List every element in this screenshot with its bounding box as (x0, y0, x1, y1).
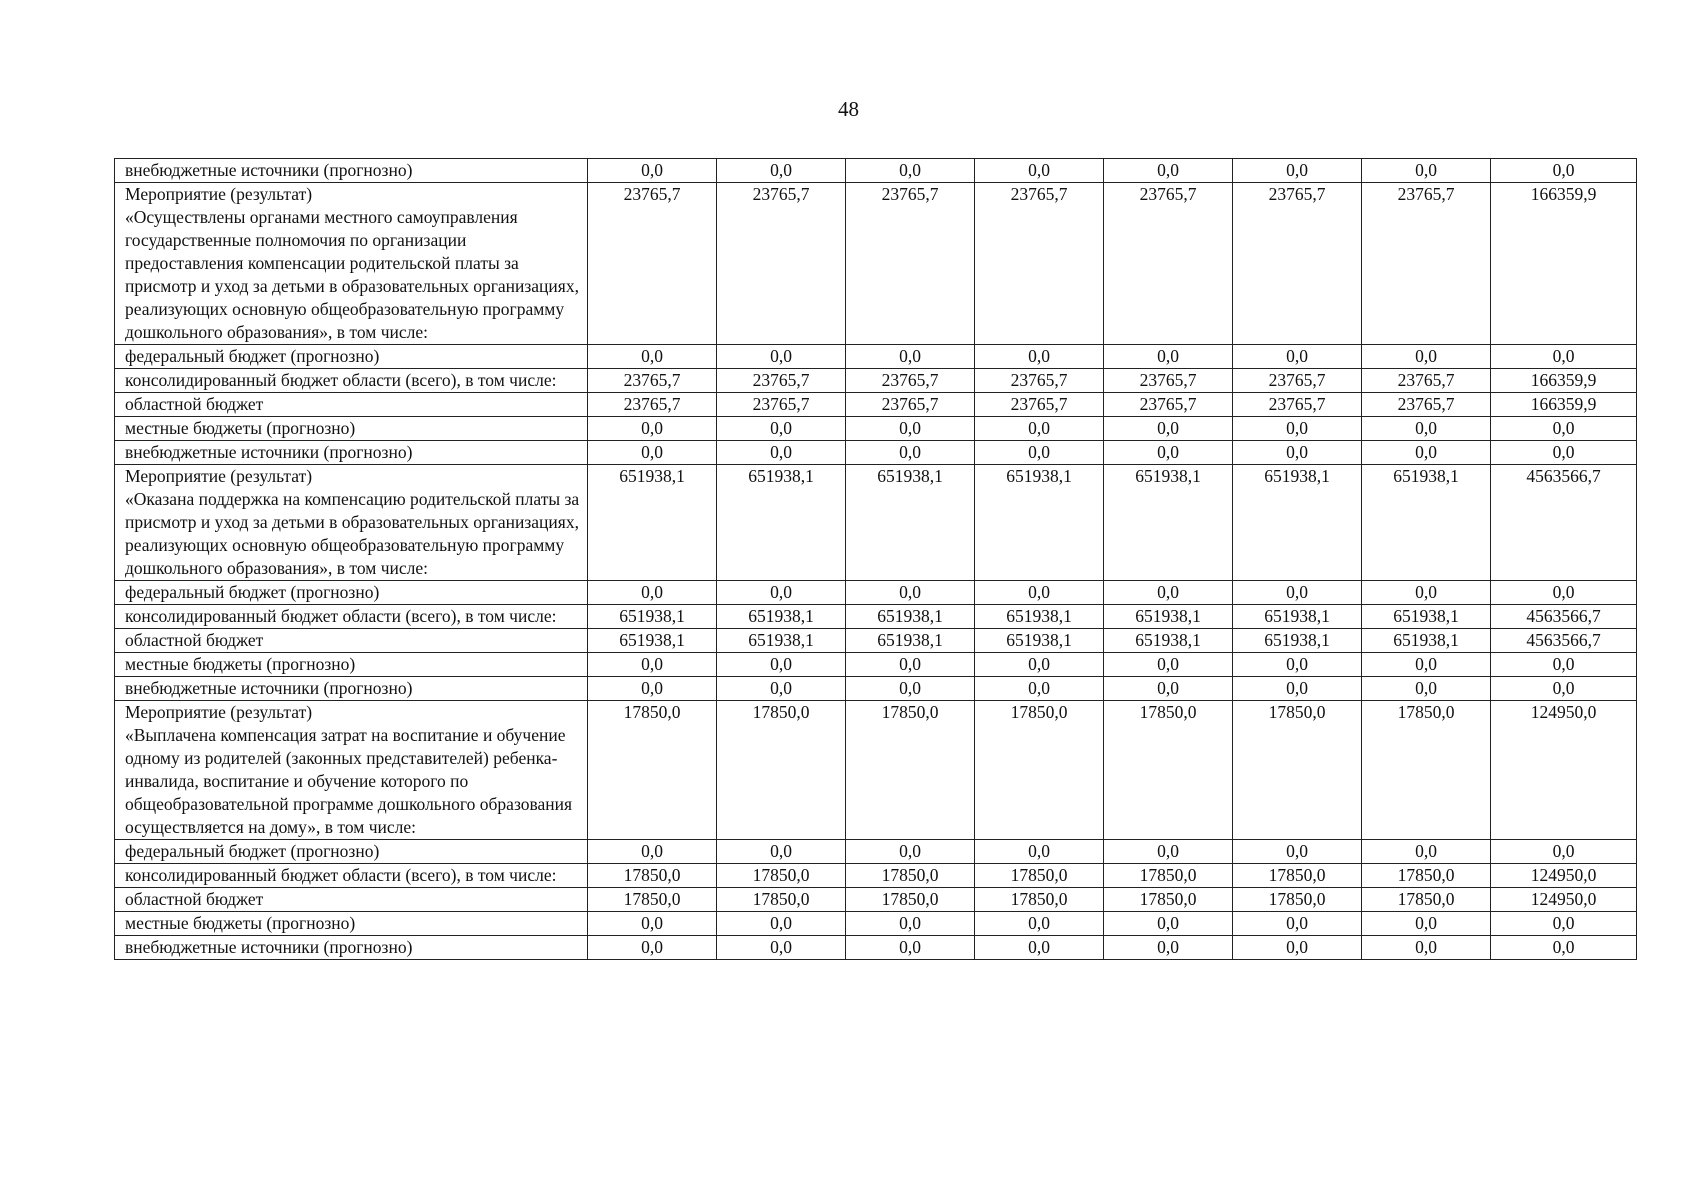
table-row (115, 701, 1637, 840)
value-cell: 0,0 (1362, 441, 1491, 465)
value-cell: 0,0 (1104, 417, 1233, 441)
value-cell: 17850,0 (846, 888, 975, 912)
value-cell: 23765,7 (717, 393, 846, 417)
value-cell: 0,0 (1104, 441, 1233, 465)
value-cell: 0,0 (1233, 417, 1362, 441)
value-cell: 0,0 (846, 653, 975, 677)
row-label: федеральный бюджет (прогнозно) (115, 345, 588, 369)
value-cell: 0,0 (846, 677, 975, 701)
value-cell: 651938,1 (588, 465, 717, 581)
value-cell-total: 0,0 (1491, 653, 1637, 677)
value-cell: 17850,0 (846, 864, 975, 888)
value-cell-total: 0,0 (1491, 581, 1637, 605)
value-cell: 0,0 (1104, 936, 1233, 960)
table-row (115, 936, 1637, 960)
value-cell: 23765,7 (1104, 369, 1233, 393)
value-cell: 0,0 (1104, 581, 1233, 605)
value-cell: 23765,7 (1362, 369, 1491, 393)
value-cell: 17850,0 (1233, 864, 1362, 888)
row-label: внебюджетные источники (прогнозно) (115, 159, 588, 183)
row-label: федеральный бюджет (прогнозно) (115, 581, 588, 605)
value-cell: 651938,1 (1362, 605, 1491, 629)
value-cell: 23765,7 (975, 183, 1104, 345)
value-cell: 23765,7 (846, 369, 975, 393)
row-label: внебюджетные источники (прогнозно) (115, 441, 588, 465)
value-cell-total: 0,0 (1491, 936, 1637, 960)
row-label: местные бюджеты (прогнозно) (115, 653, 588, 677)
value-cell: 17850,0 (1362, 864, 1491, 888)
value-cell-total: 124950,0 (1491, 888, 1637, 912)
value-cell: 23765,7 (1233, 393, 1362, 417)
value-cell: 0,0 (717, 441, 846, 465)
value-cell: 17850,0 (717, 888, 846, 912)
value-cell: 0,0 (717, 653, 846, 677)
value-cell: 17850,0 (588, 701, 717, 840)
value-cell-total: 0,0 (1491, 840, 1637, 864)
table-row (115, 653, 1637, 677)
value-cell: 0,0 (975, 912, 1104, 936)
value-cell: 0,0 (975, 159, 1104, 183)
value-cell: 0,0 (1233, 677, 1362, 701)
value-cell: 0,0 (717, 159, 846, 183)
page-number: 48 (838, 97, 859, 121)
value-cell: 23765,7 (717, 369, 846, 393)
value-cell-total: 124950,0 (1491, 864, 1637, 888)
value-cell: 0,0 (975, 581, 1104, 605)
value-cell-total: 0,0 (1491, 417, 1637, 441)
table-row (115, 465, 1637, 581)
value-cell: 651938,1 (1362, 629, 1491, 653)
value-cell: 0,0 (975, 345, 1104, 369)
value-cell: 651938,1 (1104, 629, 1233, 653)
value-cell: 17850,0 (1104, 864, 1233, 888)
value-cell: 17850,0 (1104, 701, 1233, 840)
value-cell: 651938,1 (975, 629, 1104, 653)
value-cell: 0,0 (1362, 936, 1491, 960)
row-label: Мероприятие (результат) «Оказана поддержка на компенсацию родительской платы за присмотр и уход за детьми в образовательных организациях, реализующих основную общеобразовательную программу дошкольного образования», в том числе: (115, 465, 588, 581)
value-cell: 0,0 (846, 936, 975, 960)
value-cell: 651938,1 (846, 605, 975, 629)
value-cell: 23765,7 (588, 183, 717, 345)
value-cell: 17850,0 (1362, 701, 1491, 840)
value-cell: 651938,1 (1233, 605, 1362, 629)
value-cell: 0,0 (588, 581, 717, 605)
row-label: Мероприятие (результат) «Осуществлены органами местного самоуправления государственные полномочия по организации предоставления компенсации родительской платы за присмотр и уход за детьми в образовательных организациях, реализующих основную общеобразовательную программу дошкольного образования», в том числе: (115, 183, 588, 345)
table-row (115, 677, 1637, 701)
value-cell: 0,0 (1362, 912, 1491, 936)
table-row (115, 864, 1637, 888)
value-cell: 0,0 (1233, 345, 1362, 369)
value-cell: 0,0 (975, 936, 1104, 960)
value-cell: 0,0 (1233, 159, 1362, 183)
value-cell: 0,0 (1362, 653, 1491, 677)
value-cell: 651938,1 (1104, 465, 1233, 581)
value-cell: 0,0 (1233, 581, 1362, 605)
value-cell: 0,0 (1233, 441, 1362, 465)
value-cell: 0,0 (975, 441, 1104, 465)
value-cell-total: 0,0 (1491, 912, 1637, 936)
value-cell: 0,0 (588, 936, 717, 960)
value-cell: 0,0 (846, 159, 975, 183)
value-cell-total: 4563566,7 (1491, 605, 1637, 629)
value-cell: 0,0 (717, 912, 846, 936)
value-cell: 0,0 (1362, 345, 1491, 369)
value-cell: 0,0 (1362, 159, 1491, 183)
value-cell-total: 0,0 (1491, 159, 1637, 183)
value-cell: 0,0 (717, 417, 846, 441)
value-cell-total: 4563566,7 (1491, 629, 1637, 653)
row-label: консолидированный бюджет области (всего), в том числе: (115, 605, 588, 629)
value-cell: 0,0 (588, 417, 717, 441)
value-cell: 0,0 (975, 417, 1104, 441)
row-label: Мероприятие (результат) «Выплачена компенсация затрат на воспитание и обучение одному из родителей (законных представителей) ребенка-инвалида, воспитание и обучение которого по общеобразовательной программе дошкольного образования осуществляется на дому», в том числе: (115, 701, 588, 840)
value-cell: 23765,7 (1362, 183, 1491, 345)
table-row (115, 605, 1637, 629)
value-cell: 0,0 (717, 677, 846, 701)
row-label: областной бюджет (115, 629, 588, 653)
value-cell: 0,0 (1104, 345, 1233, 369)
table-row (115, 888, 1637, 912)
value-cell: 17850,0 (1233, 701, 1362, 840)
row-label: местные бюджеты (прогнозно) (115, 912, 588, 936)
value-cell: 651938,1 (1233, 465, 1362, 581)
value-cell: 0,0 (1233, 936, 1362, 960)
budget-table (114, 158, 1637, 960)
value-cell: 23765,7 (846, 183, 975, 345)
value-cell: 17850,0 (717, 701, 846, 840)
value-cell: 23765,7 (1233, 369, 1362, 393)
value-cell: 23765,7 (588, 369, 717, 393)
value-cell: 0,0 (717, 345, 846, 369)
value-cell: 0,0 (717, 581, 846, 605)
value-cell: 23765,7 (588, 393, 717, 417)
value-cell: 0,0 (846, 417, 975, 441)
value-cell: 0,0 (717, 840, 846, 864)
table-row (115, 393, 1637, 417)
value-cell: 0,0 (1233, 653, 1362, 677)
value-cell-total: 166359,9 (1491, 393, 1637, 417)
row-label: внебюджетные источники (прогнозно) (115, 677, 588, 701)
value-cell: 17850,0 (1233, 888, 1362, 912)
table-row (115, 441, 1637, 465)
row-label: внебюджетные источники (прогнозно) (115, 936, 588, 960)
value-cell: 0,0 (975, 840, 1104, 864)
value-cell: 0,0 (1233, 912, 1362, 936)
value-cell: 0,0 (588, 840, 717, 864)
value-cell: 17850,0 (588, 888, 717, 912)
table-row (115, 417, 1637, 441)
table-row (115, 581, 1637, 605)
value-cell: 0,0 (1233, 840, 1362, 864)
value-cell: 651938,1 (717, 465, 846, 581)
table-row (115, 159, 1637, 183)
value-cell: 0,0 (588, 159, 717, 183)
value-cell: 17850,0 (1362, 888, 1491, 912)
value-cell: 0,0 (588, 677, 717, 701)
row-label: федеральный бюджет (прогнозно) (115, 840, 588, 864)
value-cell-total: 4563566,7 (1491, 465, 1637, 581)
value-cell: 0,0 (846, 912, 975, 936)
value-cell: 23765,7 (1104, 183, 1233, 345)
value-cell-total: 124950,0 (1491, 701, 1637, 840)
value-cell: 0,0 (1104, 912, 1233, 936)
value-cell: 17850,0 (975, 701, 1104, 840)
table-row (115, 840, 1637, 864)
value-cell: 651938,1 (1362, 465, 1491, 581)
value-cell: 651938,1 (717, 605, 846, 629)
value-cell: 23765,7 (1362, 393, 1491, 417)
value-cell: 651938,1 (1104, 605, 1233, 629)
value-cell-total: 166359,9 (1491, 183, 1637, 345)
value-cell-total: 0,0 (1491, 441, 1637, 465)
value-cell: 0,0 (1104, 677, 1233, 701)
value-cell: 0,0 (1104, 653, 1233, 677)
value-cell: 0,0 (588, 345, 717, 369)
value-cell: 0,0 (846, 840, 975, 864)
value-cell: 23765,7 (1233, 183, 1362, 345)
table-row (115, 629, 1637, 653)
table-row (115, 912, 1637, 936)
value-cell: 651938,1 (1233, 629, 1362, 653)
value-cell: 0,0 (588, 912, 717, 936)
row-label: областной бюджет (115, 888, 588, 912)
value-cell: 0,0 (1362, 677, 1491, 701)
value-cell: 0,0 (588, 441, 717, 465)
value-cell-total: 0,0 (1491, 345, 1637, 369)
row-label: консолидированный бюджет области (всего), в том числе: (115, 864, 588, 888)
value-cell: 0,0 (975, 677, 1104, 701)
value-cell: 651938,1 (717, 629, 846, 653)
value-cell: 0,0 (717, 936, 846, 960)
value-cell-total: 166359,9 (1491, 369, 1637, 393)
value-cell: 651938,1 (846, 629, 975, 653)
table-row (115, 183, 1637, 345)
value-cell: 23765,7 (975, 369, 1104, 393)
table-row (115, 345, 1637, 369)
value-cell: 651938,1 (975, 605, 1104, 629)
value-cell-total: 0,0 (1491, 677, 1637, 701)
value-cell: 17850,0 (1104, 888, 1233, 912)
value-cell: 0,0 (1362, 840, 1491, 864)
value-cell: 0,0 (846, 581, 975, 605)
value-cell: 0,0 (1362, 417, 1491, 441)
value-cell: 0,0 (975, 653, 1104, 677)
value-cell: 23765,7 (717, 183, 846, 345)
value-cell: 0,0 (846, 441, 975, 465)
value-cell: 17850,0 (975, 888, 1104, 912)
row-label: областной бюджет (115, 393, 588, 417)
value-cell: 17850,0 (717, 864, 846, 888)
table-row (115, 369, 1637, 393)
value-cell: 651938,1 (588, 629, 717, 653)
value-cell: 0,0 (588, 653, 717, 677)
value-cell: 0,0 (1104, 159, 1233, 183)
value-cell: 23765,7 (1104, 393, 1233, 417)
row-label: местные бюджеты (прогнозно) (115, 417, 588, 441)
value-cell: 651938,1 (975, 465, 1104, 581)
value-cell: 23765,7 (975, 393, 1104, 417)
row-label: консолидированный бюджет области (всего), в том числе: (115, 369, 588, 393)
value-cell: 17850,0 (975, 864, 1104, 888)
value-cell: 651938,1 (588, 605, 717, 629)
budget-table-body (115, 159, 1637, 960)
value-cell: 651938,1 (846, 465, 975, 581)
value-cell: 0,0 (1362, 581, 1491, 605)
value-cell: 17850,0 (588, 864, 717, 888)
value-cell: 17850,0 (846, 701, 975, 840)
value-cell: 0,0 (1104, 840, 1233, 864)
value-cell: 23765,7 (846, 393, 975, 417)
value-cell: 0,0 (846, 345, 975, 369)
